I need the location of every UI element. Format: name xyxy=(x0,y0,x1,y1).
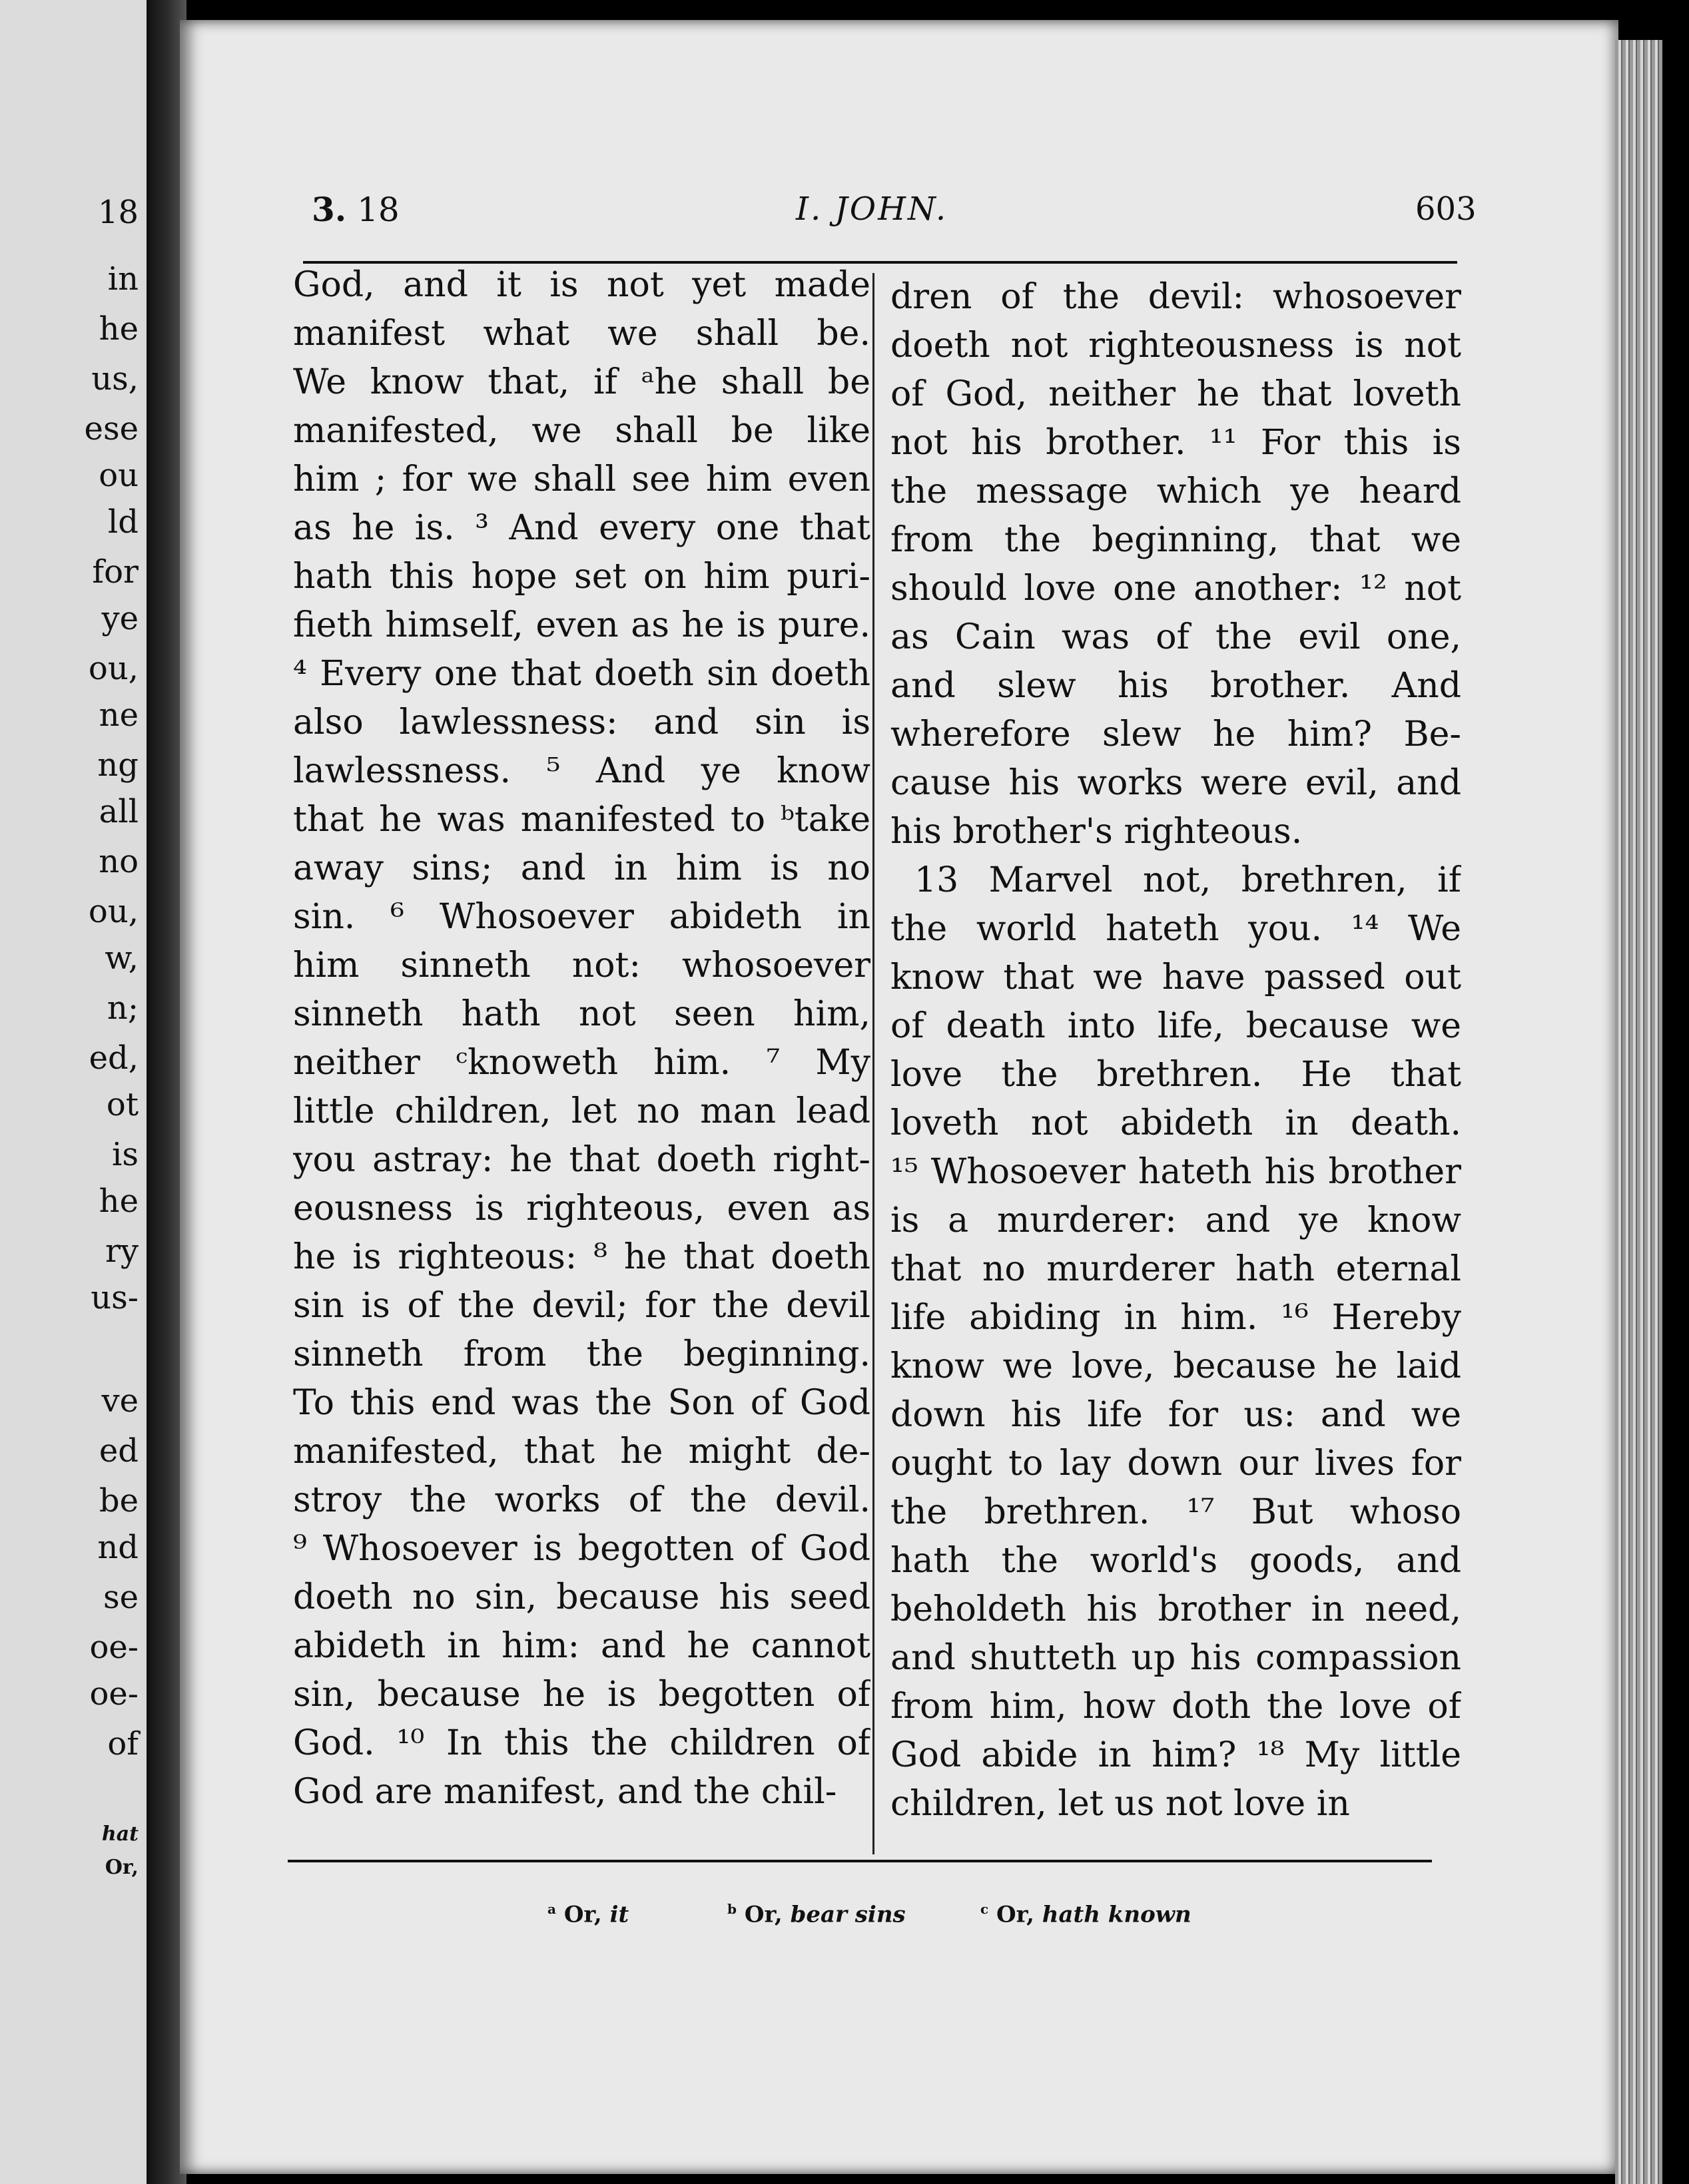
text-line: lawlessness. ⁵ And ye know xyxy=(293,751,870,791)
text-line: hath this hope set on him puri- xyxy=(293,557,870,597)
text-line: is a murderer: and ye know xyxy=(890,1201,1461,1240)
text-line: manifested, that he might de- xyxy=(293,1432,870,1472)
left-page-fragment: oe- xyxy=(89,1629,139,1666)
text-line: fieth himself, even as he is pure. xyxy=(293,605,870,645)
footnote-c xyxy=(980,1901,1191,1928)
text-line: sin is of the devil; for the devil xyxy=(293,1286,870,1326)
text-line: manifested, we shall be like xyxy=(293,411,870,451)
footnote-prefix: Or, xyxy=(744,1901,783,1928)
left-page-fragment: ese xyxy=(84,410,139,447)
text-line: the message which ye heard xyxy=(890,471,1461,511)
text-line: down his life for us: and we xyxy=(890,1395,1461,1435)
text-line: God are manifest, and the chil- xyxy=(293,1772,837,1812)
text-line: God. ¹⁰ In this the children of xyxy=(293,1723,870,1763)
footnote-mark: a xyxy=(547,1901,556,1917)
verse-number: 18 xyxy=(357,190,400,229)
left-page-fragment: ld xyxy=(107,503,139,541)
chapter-number: 3. xyxy=(312,190,347,229)
text-line: know we love, because he laid xyxy=(890,1346,1461,1386)
left-page-fragment: is xyxy=(112,1136,139,1173)
footnote-b xyxy=(727,1901,906,1928)
left-page-fragment: ry xyxy=(105,1232,139,1270)
text-line: that no murderer hath eternal xyxy=(890,1249,1461,1289)
column-divider xyxy=(872,273,874,1854)
text-line: of God, neither he that loveth xyxy=(890,374,1461,414)
text-line: sinneth hath not seen him, xyxy=(293,994,870,1034)
left-page-fragment: he xyxy=(99,310,139,348)
text-line: wherefore slew he him? Be- xyxy=(890,714,1461,754)
left-page-fragment: ed xyxy=(99,1432,139,1470)
text-line: children, let us not love in xyxy=(890,1784,1350,1824)
text-line: the brethren. ¹⁷ But whoso xyxy=(890,1492,1461,1532)
text-line: ¹⁵ Whosoever hateth his brother xyxy=(890,1152,1461,1192)
text-line: of death into life, because we xyxy=(890,1006,1461,1046)
text-line: you astray: he that doeth right- xyxy=(293,1140,870,1180)
page-number: 603 xyxy=(1415,190,1477,228)
text-line: know that we have passed out xyxy=(890,957,1461,997)
text-line: ought to lay down our lives for xyxy=(890,1444,1461,1484)
left-page-fragment: us, xyxy=(91,360,139,398)
left-page-footnote-fragment: hat xyxy=(101,1822,139,1846)
left-page-fragment: all xyxy=(99,793,139,830)
left-page-fragment: ou xyxy=(99,457,139,494)
text-line: him ; for we shall see him even xyxy=(293,459,870,499)
text-line: as Cain was of the evil one, xyxy=(890,617,1461,657)
footnote-prefix: Or, xyxy=(996,1901,1034,1928)
text-line: doeth no sin, because his seed xyxy=(293,1577,870,1617)
text-line: stroy the works of the devil. xyxy=(293,1480,870,1520)
text-line: 13 Marvel not, brethren, if xyxy=(914,860,1461,900)
text-line: eousness is righteous, even as xyxy=(293,1189,870,1228)
text-line: beholdeth his brother in need, xyxy=(890,1589,1461,1629)
chapter-verse-reference xyxy=(312,190,400,229)
left-page-fragment: oe- xyxy=(89,1675,139,1713)
text-line: also lawlessness: and sin is xyxy=(293,702,870,742)
left-page-fragment: w, xyxy=(105,940,139,977)
footnote-prefix: Or, xyxy=(563,1901,602,1928)
text-line: We know that, if ᵃhe shall be xyxy=(293,362,870,402)
footnote-mark: c xyxy=(980,1901,989,1917)
text-line: God abide in him? ¹⁸ My little xyxy=(890,1735,1461,1775)
text-line: ⁹ Whosoever is begotten of God xyxy=(293,1529,870,1569)
left-page-fragment: ye xyxy=(101,600,139,637)
running-title: I. JOHN. xyxy=(796,190,948,228)
left-page-fragment: ne xyxy=(99,696,139,734)
text-line: life abiding in him. ¹⁶ Hereby xyxy=(890,1298,1461,1338)
left-page-fragment: n; xyxy=(107,989,139,1027)
text-line: manifest what we shall be. xyxy=(293,314,870,354)
text-line: neither ᶜknoweth him. ⁷ My xyxy=(293,1043,870,1083)
text-line: dren of the devil: whosoever xyxy=(890,277,1461,317)
text-line: his brother's righteous. xyxy=(890,812,1303,852)
left-page-fragment: he xyxy=(99,1183,139,1220)
footnote-a xyxy=(547,1901,629,1928)
text-line: hath the world's goods, and xyxy=(890,1541,1461,1581)
left-page-fragment: ve xyxy=(101,1382,139,1420)
text-column-left xyxy=(293,261,870,1816)
text-line: and shutteth up his compassion xyxy=(890,1638,1461,1678)
left-page-edge xyxy=(0,0,147,2184)
left-page-fragment: 18 xyxy=(97,194,139,231)
text-line: doeth not righteousness is not xyxy=(890,326,1461,366)
text-line: away sins; and in him is no xyxy=(293,848,870,888)
left-page-fragment: se xyxy=(103,1579,139,1616)
text-line: abideth in him: and he cannot xyxy=(293,1626,870,1666)
text-line: from him, how doth the love of xyxy=(890,1687,1461,1727)
left-page-fragment: ng xyxy=(97,746,139,784)
text-line: the world hateth you. ¹⁴ We xyxy=(890,909,1461,949)
left-page-fragment: ot xyxy=(106,1086,139,1123)
left-page-fragment: ou, xyxy=(88,650,139,687)
text-line: from the beginning, that we xyxy=(890,520,1461,560)
text-line: God, and it is not yet made xyxy=(293,265,870,305)
left-page-fragment: in xyxy=(107,260,139,298)
left-page-fragment: us- xyxy=(91,1279,139,1316)
text-line: him sinneth not: whosoever xyxy=(293,946,870,985)
text-line: sin, because he is begotten of xyxy=(293,1675,870,1715)
text-line: as he is. ³ And every one that xyxy=(293,508,870,548)
page-edges xyxy=(1615,40,1689,2184)
text-line: sinneth from the beginning. xyxy=(293,1334,870,1374)
text-line: little children, let no man lead xyxy=(293,1091,870,1131)
text-line: ⁴ Every one that doeth sin doeth xyxy=(293,654,870,694)
footnote-text: bear sins xyxy=(790,1901,906,1928)
left-page-fragment: nd xyxy=(97,1529,139,1566)
left-page-fragment: ed, xyxy=(89,1039,139,1077)
text-line: To this end was the Son of God xyxy=(293,1383,870,1423)
left-page-fragment: of xyxy=(107,1725,139,1763)
footnote-rule xyxy=(288,1860,1432,1862)
footnote-text: hath known xyxy=(1042,1901,1191,1928)
text-line: he is righteous: ⁸ he that doeth xyxy=(293,1237,870,1277)
text-line: should love one another: ¹² not xyxy=(890,569,1461,609)
text-line: cause his works were evil, and xyxy=(890,763,1461,803)
text-line: not his brother. ¹¹ For this is xyxy=(890,423,1461,463)
text-line: that he was manifested to ᵇtake xyxy=(293,800,870,840)
text-column-right xyxy=(890,273,1461,1828)
text-line: loveth not abideth in death. xyxy=(890,1103,1461,1143)
text-line: sin. ⁶ Whosoever abideth in xyxy=(293,897,870,937)
left-page-footnote-fragment: Or, xyxy=(105,1856,139,1879)
left-page-fragment: ou, xyxy=(88,893,139,930)
left-page-fragment: for xyxy=(92,553,139,591)
footnote-text: it xyxy=(609,1901,629,1928)
left-page-fragment: be xyxy=(99,1482,139,1519)
text-line: and slew his brother. And xyxy=(890,666,1461,706)
text-line: love the brethren. He that xyxy=(890,1055,1461,1095)
footnote-mark: b xyxy=(727,1901,737,1917)
left-page-fragment: no xyxy=(99,843,139,880)
